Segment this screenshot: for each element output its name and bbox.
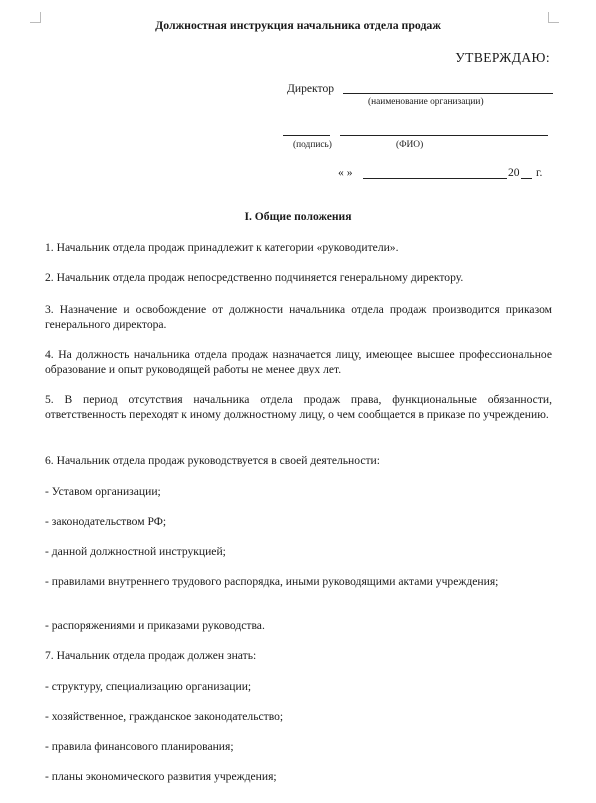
- section-title: I. Общие положения: [244, 210, 352, 223]
- list-item: - планы экономического развития учреждения;: [45, 770, 277, 783]
- paragraph: 1. Начальник отдела продаж принадлежит к категории «руководители».: [45, 241, 399, 254]
- document-title: Должностная инструкция начальника отдела продаж: [155, 18, 441, 32]
- paragraph: 4. На должность начальника отдела продаж назначается лицу, имеющее высшее профессиональное образование и опыт руководящей работы не менее двух лет.: [45, 348, 552, 376]
- organization-blank-line: [343, 93, 553, 94]
- paragraph: 7. Начальник отдела продаж должен знать:: [45, 649, 257, 662]
- year-suffix: г.: [536, 166, 543, 179]
- paragraph: 5. В период отсутствия начальника отдела продаж права, функциональные обязанности, ответственность переходят к иному должностному лицу, о чем сообщается в приказе по учреждению.: [45, 393, 552, 421]
- name-blank-line: [340, 135, 548, 136]
- paragraph: 6. Начальник отдела продаж руководствуется в своей деятельности:: [45, 454, 380, 467]
- list-item: - распоряжениями и приказами руководства.: [45, 619, 265, 632]
- list-item: - Уставом организации;: [45, 485, 161, 498]
- organization-hint: (наименование организации): [368, 97, 484, 107]
- approval-heading: УТВЕРЖДАЮ:: [455, 50, 550, 65]
- paragraph: 2. Начальник отдела продаж непосредственно подчиняется генеральному директору.: [45, 271, 464, 284]
- date-quotes: « »: [338, 166, 353, 179]
- name-hint: (ФИО): [396, 140, 424, 150]
- signature-hint: (подпись): [293, 140, 332, 150]
- list-item: - данной должностной инструкцией;: [45, 545, 226, 558]
- signature-blank-line: [283, 135, 330, 136]
- year-blank-line: [521, 178, 532, 179]
- date-blank-line: [363, 178, 507, 179]
- director-label: Директор: [287, 82, 335, 95]
- list-item: - правила финансового планирования;: [45, 740, 234, 753]
- year-prefix: 20: [508, 166, 520, 179]
- list-item: - хозяйственное, гражданское законодательство;: [45, 710, 284, 723]
- paragraph: 3. Назначение и освобождение от должности начальника отдела продаж производится приказом генерального директора.: [45, 303, 552, 331]
- list-item: - правилами внутреннего трудового распорядка, иными руководящими актами учреждения;: [45, 575, 499, 588]
- list-item: - законодательством РФ;: [45, 515, 167, 528]
- list-item: - структуру, специализацию организации;: [45, 680, 252, 693]
